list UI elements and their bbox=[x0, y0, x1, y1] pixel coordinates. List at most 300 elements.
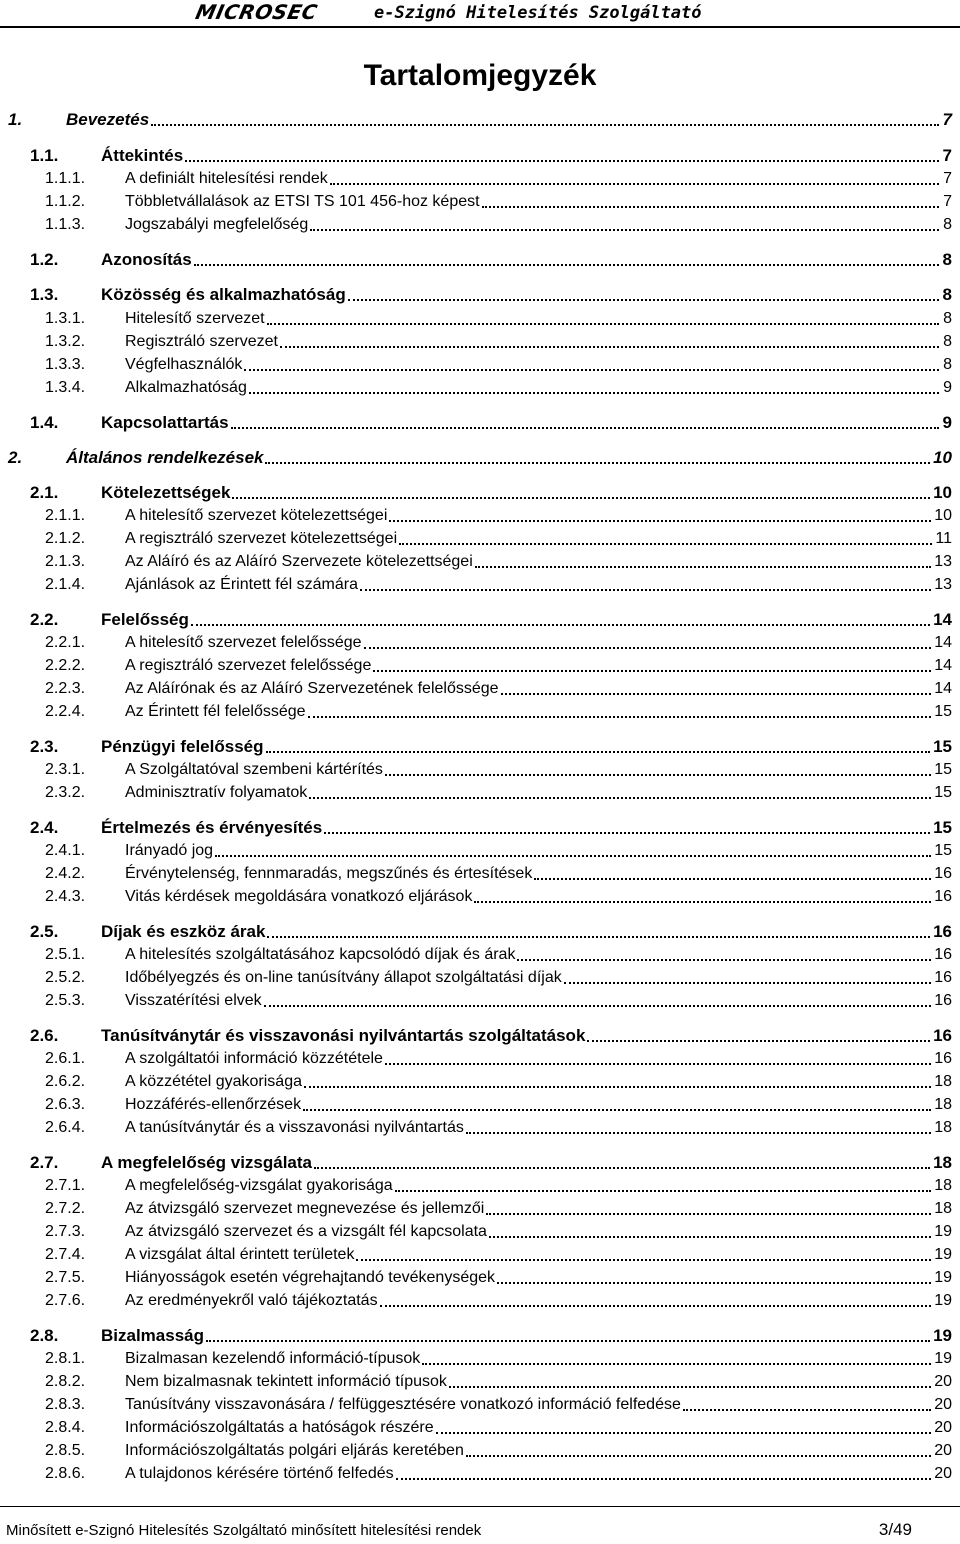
toc-entry-page: 20 bbox=[934, 1373, 952, 1390]
toc-entry-line bbox=[125, 169, 952, 189]
toc-entry-line bbox=[125, 864, 952, 884]
toc-entry-title: Értelmezés és érvényesítés bbox=[101, 818, 323, 837]
toc-dot-leader bbox=[348, 299, 939, 301]
toc-entry-page: 19 bbox=[934, 1350, 952, 1367]
toc-entry-line bbox=[101, 922, 952, 942]
toc-entry-line bbox=[101, 1153, 952, 1173]
toc-entry-page: 19 bbox=[934, 1246, 952, 1263]
toc-entry[interactable] bbox=[0, 144, 960, 166]
toc-entry[interactable] bbox=[0, 1047, 960, 1069]
toc-entry-number: 2.4. bbox=[30, 818, 59, 837]
toc-dot-leader bbox=[310, 229, 939, 231]
toc-entry-page: 20 bbox=[934, 1465, 952, 1482]
toc-entry-number: 2.6.4. bbox=[45, 1119, 86, 1136]
toc-entry-line bbox=[125, 1349, 952, 1369]
toc-dot-leader bbox=[215, 855, 931, 857]
microsec-logo: MICROSEC bbox=[193, 0, 320, 24]
toc-entry[interactable] bbox=[0, 1370, 960, 1392]
toc-dot-leader bbox=[249, 392, 939, 394]
toc-entry-title: A vizsgálat által érintett területek bbox=[125, 1246, 355, 1263]
toc-entry[interactable] bbox=[0, 735, 960, 757]
toc-entry-number: 2.8. bbox=[30, 1326, 59, 1345]
toc-entry-line bbox=[125, 215, 952, 235]
toc-dot-leader bbox=[330, 183, 939, 185]
toc-entry-number: 2.4.2. bbox=[45, 865, 86, 882]
toc-entry-line bbox=[66, 448, 952, 468]
toc-entry-title: A tulajdonos kérésére történő felfedés bbox=[125, 1465, 394, 1482]
toc-entry-title: A definiált hitelesítési rendek bbox=[125, 170, 328, 187]
toc-dot-leader bbox=[501, 693, 932, 695]
toc-dot-leader bbox=[266, 751, 931, 753]
toc-entry-line bbox=[125, 1199, 952, 1219]
toc-entry-number: 2.8.3. bbox=[45, 1396, 86, 1413]
toc-entry[interactable] bbox=[0, 481, 960, 503]
toc-entry-number: 2.7.2. bbox=[45, 1200, 86, 1217]
toc-entry-title: Végfelhasználók bbox=[125, 356, 243, 373]
toc-entry-title: Közösség és alkalmazhatóság bbox=[101, 285, 346, 304]
toc-entry[interactable] bbox=[0, 190, 960, 212]
toc-entry[interactable] bbox=[0, 781, 960, 803]
toc-dot-leader bbox=[422, 1363, 931, 1365]
toc-entry-number: 2.7.5. bbox=[45, 1269, 86, 1286]
toc-entry-page: 16 bbox=[934, 992, 952, 1009]
toc-entry[interactable] bbox=[0, 1393, 960, 1415]
toc-entry-number: 1.3.3. bbox=[45, 356, 86, 373]
toc-entry-page: 16 bbox=[934, 1050, 952, 1067]
toc-entry[interactable] bbox=[0, 758, 960, 780]
toc-entry-line bbox=[125, 1418, 952, 1438]
toc-entry[interactable] bbox=[0, 816, 960, 838]
toc-entry-page: 15 bbox=[934, 703, 952, 720]
toc-entry-number: 2.6. bbox=[30, 1026, 59, 1045]
toc-dot-leader bbox=[466, 1132, 931, 1134]
toc-entry-page: 8 bbox=[942, 285, 952, 304]
toc-entry-title: Az Aláírónak és az Aláíró Szervezetének felelőssége bbox=[125, 680, 499, 697]
toc-entry-title: A regisztráló szervezet kötelezettségei bbox=[125, 530, 398, 547]
toc-entry-page: 15 bbox=[934, 784, 952, 801]
toc-entry[interactable] bbox=[0, 573, 960, 595]
toc-dot-leader bbox=[267, 936, 930, 938]
toc-entry-title: Ajánlások az Érintett fél számára bbox=[125, 576, 358, 593]
toc-entry[interactable] bbox=[0, 1347, 960, 1369]
toc-dot-leader bbox=[244, 369, 939, 371]
toc-entry-line bbox=[125, 575, 952, 595]
footer-document-title: Minősített e-Szignó Hitelesítés Szolgáltató minősített hitelesítési rendek bbox=[6, 1522, 482, 1539]
toc-dot-leader bbox=[314, 1167, 930, 1169]
toc-entry-number: 2.3. bbox=[30, 737, 59, 756]
toc-entry-title: Hiányosságok esetén végrehajtandó tevékenységek bbox=[125, 1269, 496, 1286]
toc-entry-line bbox=[125, 945, 952, 965]
toc-entry-page: 18 bbox=[934, 1177, 952, 1194]
toc-dot-leader bbox=[364, 647, 932, 649]
toc-entry[interactable] bbox=[0, 1266, 960, 1288]
toc-entry-line bbox=[101, 737, 952, 757]
toc-entry-line bbox=[125, 633, 952, 653]
toc-entry-number: 1.1.3. bbox=[45, 216, 86, 233]
footer-divider bbox=[0, 1506, 960, 1507]
toc-entry-line bbox=[125, 679, 952, 699]
toc-entry[interactable] bbox=[0, 248, 960, 270]
toc-entry-page: 14 bbox=[934, 634, 952, 651]
toc-entry-page: 19 bbox=[934, 1269, 952, 1286]
toc-entry[interactable] bbox=[0, 862, 960, 884]
toc-entry-number: 2. bbox=[8, 448, 23, 467]
toc-entry-page: 16 bbox=[934, 865, 952, 882]
toc-entry-line bbox=[125, 841, 952, 861]
toc-entry-line bbox=[66, 110, 952, 130]
toc-entry-page: 20 bbox=[934, 1419, 952, 1436]
toc-dot-leader bbox=[304, 1086, 931, 1088]
toc-entry-line bbox=[125, 378, 952, 398]
toc-entry-line bbox=[101, 285, 952, 305]
toc-entry-title: Érvénytelenség, fennmaradás, megszűnés és értesítések bbox=[125, 865, 533, 882]
toc-entry-line bbox=[125, 1095, 952, 1115]
toc-entry[interactable] bbox=[0, 1416, 960, 1438]
toc-entry-line bbox=[125, 783, 952, 803]
toc-entry[interactable] bbox=[0, 700, 960, 722]
toc-entry-page: 8 bbox=[942, 250, 952, 269]
toc-entry-line bbox=[125, 1222, 952, 1242]
toc-entry-line bbox=[125, 1072, 952, 1092]
toc-entry-line bbox=[125, 506, 952, 526]
toc-entry-number: 2.7.4. bbox=[45, 1246, 86, 1263]
toc-dot-leader bbox=[232, 497, 930, 499]
toc-entry[interactable] bbox=[0, 677, 960, 699]
toc-entry-number: 2.7.6. bbox=[45, 1292, 86, 1309]
toc-entry-line bbox=[125, 991, 952, 1011]
toc-entry-page: 14 bbox=[933, 610, 952, 629]
toc-entry-number: 1.1.2. bbox=[45, 193, 86, 210]
toc-entry-title: A Szolgáltatóval szembeni kártérítés bbox=[125, 761, 383, 778]
toc-dot-leader bbox=[151, 124, 939, 126]
toc-entry-number: 2.6.3. bbox=[45, 1096, 86, 1113]
toc-dot-leader bbox=[324, 832, 930, 834]
toc-entry[interactable] bbox=[0, 550, 960, 572]
toc-entry-number: 2.3.1. bbox=[45, 761, 86, 778]
toc-entry-line bbox=[125, 1441, 952, 1461]
toc-entry-page: 9 bbox=[942, 413, 952, 432]
toc-dot-leader bbox=[475, 566, 931, 568]
toc-entry[interactable] bbox=[0, 504, 960, 526]
toc-entry-title: Bizalmasság bbox=[101, 1326, 204, 1345]
toc-dot-leader bbox=[497, 1282, 931, 1284]
toc-entry-line bbox=[125, 1372, 952, 1392]
toc-entry-title: A hitelesítő szervezet kötelezettségei bbox=[125, 507, 388, 524]
toc-entry-title: A megfelelőség-vizsgálat gyakorisága bbox=[125, 1177, 393, 1194]
toc-entry-page: 18 bbox=[933, 1153, 952, 1172]
toc-entry-page: 16 bbox=[934, 888, 952, 905]
toc-entry-line bbox=[101, 483, 952, 503]
toc-entry-number: 2.5.3. bbox=[45, 992, 86, 1009]
footer-page-number: 3/49 bbox=[878, 1520, 912, 1539]
toc-entry-number: 2.7.1. bbox=[45, 1177, 86, 1194]
toc-entry-number: 2.1. bbox=[30, 483, 59, 502]
toc-entry-number: 2.1.4. bbox=[45, 576, 86, 593]
toc-entry-page: 15 bbox=[933, 818, 952, 837]
toc-entry-title: Kötelezettségek bbox=[101, 483, 231, 502]
toc-entry[interactable] bbox=[0, 1070, 960, 1092]
toc-entry-page: 18 bbox=[934, 1073, 952, 1090]
toc-entry-title: Többletvállalások az ETSI TS 101 456-hoz képest bbox=[125, 193, 480, 210]
toc-entry-number: 2.5.1. bbox=[45, 946, 86, 963]
table-of-contents bbox=[0, 108, 960, 1488]
toc-entry-title: Adminisztratív folyamatok bbox=[125, 784, 308, 801]
toc-entry-number: 2.2.2. bbox=[45, 657, 86, 674]
toc-entry-title: A szolgáltatói információ közzététele bbox=[125, 1050, 383, 1067]
toc-entry-title: Az átvizsgáló szervezet és a vizsgált fél kapcsolata bbox=[125, 1223, 487, 1240]
toc-entry-number: 2.6.2. bbox=[45, 1073, 86, 1090]
toc-entry-title: Vitás kérdések megoldására vonatkozó eljárások bbox=[125, 888, 473, 905]
toc-entry-number: 2.2. bbox=[30, 610, 59, 629]
toc-dot-leader bbox=[264, 1005, 932, 1007]
toc-dot-leader bbox=[231, 427, 939, 429]
toc-entry-page: 10 bbox=[933, 448, 952, 467]
toc-entry-page: 7 bbox=[942, 146, 952, 165]
toc-entry-line bbox=[125, 552, 952, 572]
toc-entry-number: 2.4.1. bbox=[45, 842, 86, 859]
toc-entry-title: Nem bizalmasnak tekintett információ típusok bbox=[125, 1373, 447, 1390]
toc-entry-line bbox=[125, 529, 952, 549]
toc-entry-number: 2.5. bbox=[30, 922, 59, 941]
toc-entry-page: 19 bbox=[933, 1326, 952, 1345]
toc-entry-title: Díjak és eszköz árak bbox=[101, 922, 266, 941]
toc-entry[interactable] bbox=[0, 1116, 960, 1138]
toc-dot-leader bbox=[380, 1305, 932, 1307]
toc-entry[interactable] bbox=[0, 1289, 960, 1311]
toc-entry-line bbox=[101, 146, 952, 166]
toc-entry-page: 16 bbox=[933, 1026, 952, 1045]
toc-entry[interactable] bbox=[0, 283, 960, 305]
toc-entry-number: 2.8.5. bbox=[45, 1442, 86, 1459]
toc-dot-leader bbox=[309, 797, 931, 799]
toc-dot-leader bbox=[474, 901, 931, 903]
toc-entry-title: Az Aláíró és az Aláíró Szervezete kötelezettségei bbox=[125, 553, 473, 570]
toc-entry[interactable] bbox=[0, 1197, 960, 1219]
toc-entry-number: 1.2. bbox=[30, 250, 59, 269]
toc-entry-page: 20 bbox=[934, 1442, 952, 1459]
toc-entry[interactable] bbox=[0, 1439, 960, 1461]
toc-entry-line bbox=[101, 610, 952, 630]
toc-entry-title: Áttekintés bbox=[101, 146, 184, 165]
toc-entry-number: 2.5.2. bbox=[45, 969, 86, 986]
toc-entry-title: Pénzügyi felelősség bbox=[101, 737, 264, 756]
toc-entry[interactable] bbox=[0, 1324, 960, 1346]
toc-entry[interactable] bbox=[0, 330, 960, 352]
toc-entry[interactable] bbox=[0, 839, 960, 861]
toc-dot-leader bbox=[482, 206, 939, 208]
toc-entry-number: 1. bbox=[8, 110, 23, 129]
toc-entry[interactable] bbox=[0, 527, 960, 549]
toc-entry-title: A közzététel gyakorisága bbox=[125, 1073, 302, 1090]
toc-dot-leader bbox=[564, 982, 931, 984]
toc-entry[interactable] bbox=[0, 108, 960, 130]
toc-entry-title: Irányadó jog bbox=[125, 842, 214, 859]
toc-entry-page: 15 bbox=[933, 737, 952, 756]
toc-entry[interactable] bbox=[0, 353, 960, 375]
toc-dot-leader bbox=[385, 774, 931, 776]
toc-entry-page: 9 bbox=[943, 379, 952, 396]
toc-entry-title: A hitelesítő szervezet felelőssége bbox=[125, 634, 362, 651]
toc-entry[interactable] bbox=[0, 1462, 960, 1484]
toc-entry[interactable] bbox=[0, 989, 960, 1011]
toc-entry-line bbox=[125, 355, 952, 375]
toc-entry-number: 2.6.1. bbox=[45, 1050, 86, 1067]
toc-dot-leader bbox=[399, 543, 932, 545]
toc-entry-number: 1.4. bbox=[30, 413, 59, 432]
toc-entry-title: Kapcsolattartás bbox=[101, 413, 229, 432]
toc-entry-line bbox=[125, 1291, 952, 1311]
toc-dot-leader bbox=[683, 1409, 931, 1411]
toc-entry-number: 1.1.1. bbox=[45, 170, 86, 187]
toc-entry-number: 1.3. bbox=[30, 285, 59, 304]
toc-dot-leader bbox=[436, 1432, 932, 1434]
toc-entry-line bbox=[125, 1176, 952, 1196]
toc-dot-leader bbox=[194, 264, 939, 266]
toc-entry-line bbox=[125, 309, 952, 329]
toc-entry-page: 11 bbox=[935, 530, 952, 547]
toc-dot-leader bbox=[280, 346, 939, 348]
toc-entry[interactable] bbox=[0, 213, 960, 235]
toc-entry[interactable] bbox=[0, 307, 960, 329]
header-brand-name: e-Szignó Hitelesítés Szolgáltató bbox=[374, 3, 702, 23]
toc-entry[interactable] bbox=[0, 1151, 960, 1173]
toc-entry-line bbox=[125, 332, 952, 352]
toc-entry-number: 2.2.3. bbox=[45, 680, 86, 697]
toc-entry[interactable] bbox=[0, 376, 960, 398]
toc-dot-leader bbox=[489, 1236, 931, 1238]
toc-dot-leader bbox=[486, 1213, 931, 1215]
toc-entry-line bbox=[125, 192, 952, 212]
toc-entry-title: Bevezetés bbox=[66, 110, 150, 129]
toc-dot-leader bbox=[267, 323, 939, 325]
toc-entry-line bbox=[125, 760, 952, 780]
toc-entry-page: 8 bbox=[943, 356, 952, 373]
toc-entry-line bbox=[125, 702, 952, 722]
toc-entry[interactable] bbox=[0, 1024, 960, 1046]
toc-entry-page: 10 bbox=[934, 507, 952, 524]
toc-entry-title: Hitelesítő szervezet bbox=[125, 310, 265, 327]
toc-entry-page: 8 bbox=[943, 310, 952, 327]
toc-entry-page: 8 bbox=[943, 333, 952, 350]
toc-entry-line bbox=[125, 1464, 952, 1484]
toc-entry[interactable] bbox=[0, 167, 960, 189]
toc-entry-title: Visszatérítési elvek bbox=[125, 992, 262, 1009]
toc-entry-number: 2.8.1. bbox=[45, 1350, 86, 1367]
toc-dot-leader bbox=[396, 1478, 932, 1480]
toc-entry-page: 19 bbox=[934, 1223, 952, 1240]
toc-entry-title: Általános rendelkezések bbox=[66, 448, 264, 467]
toc-entry-line bbox=[125, 1395, 952, 1415]
toc-entry-number: 1.1. bbox=[30, 146, 59, 165]
toc-entry[interactable] bbox=[0, 654, 960, 676]
toc-entry-number: 2.7. bbox=[30, 1153, 59, 1172]
page-title: Tartalomjegyzék bbox=[363, 59, 597, 92]
toc-entry-title: Alkalmazhatóság bbox=[125, 379, 247, 396]
toc-entry[interactable] bbox=[0, 1174, 960, 1196]
toc-entry[interactable] bbox=[0, 631, 960, 653]
toc-entry-page: 18 bbox=[934, 1200, 952, 1217]
toc-entry-page: 8 bbox=[943, 216, 952, 233]
toc-dot-leader bbox=[373, 670, 931, 672]
toc-entry-number: 2.1.3. bbox=[45, 553, 86, 570]
toc-entry-title: Az Érintett fél felelőssége bbox=[125, 703, 306, 720]
toc-entry[interactable] bbox=[0, 966, 960, 988]
toc-entry[interactable] bbox=[0, 446, 960, 468]
toc-dot-leader bbox=[395, 1190, 932, 1192]
toc-entry-number: 1.3.1. bbox=[45, 310, 86, 327]
toc-dot-leader bbox=[360, 589, 931, 591]
toc-entry[interactable] bbox=[0, 1243, 960, 1265]
toc-entry-page: 16 bbox=[934, 969, 952, 986]
toc-entry-number: 2.8.2. bbox=[45, 1373, 86, 1390]
toc-dot-leader bbox=[587, 1040, 930, 1042]
toc-dot-leader bbox=[466, 1455, 931, 1457]
toc-dot-leader bbox=[449, 1386, 931, 1388]
header-divider bbox=[0, 26, 960, 28]
toc-entry-title: Az eredményekről való tájékoztatás bbox=[125, 1292, 378, 1309]
toc-entry[interactable] bbox=[0, 920, 960, 942]
toc-entry-title: Információszolgáltatás polgári eljárás keretében bbox=[125, 1442, 464, 1459]
toc-entry-title: Regisztráló szervezet bbox=[125, 333, 278, 350]
toc-entry[interactable] bbox=[0, 885, 960, 907]
toc-dot-leader bbox=[389, 520, 931, 522]
toc-entry-line bbox=[101, 1326, 952, 1346]
toc-entry-line bbox=[125, 1118, 952, 1138]
toc-entry-number: 2.2.1. bbox=[45, 634, 86, 651]
toc-entry-page: 20 bbox=[934, 1396, 952, 1413]
toc-entry-page: 7 bbox=[943, 193, 952, 210]
toc-entry-page: 19 bbox=[934, 1292, 952, 1309]
toc-entry-number: 1.3.4. bbox=[45, 379, 86, 396]
toc-entry[interactable] bbox=[0, 1220, 960, 1242]
toc-entry-title: A megfelelőség vizsgálata bbox=[101, 1153, 313, 1172]
toc-entry-title: Hozzáférés-ellenőrzések bbox=[125, 1096, 302, 1113]
toc-entry-page: 7 bbox=[942, 110, 952, 129]
toc-entry-title: Azonosítás bbox=[101, 250, 192, 269]
toc-entry-number: 2.1.1. bbox=[45, 507, 86, 524]
toc-entry-page: 18 bbox=[934, 1119, 952, 1136]
toc-entry-title: Jogszabályi megfelelőség bbox=[125, 216, 309, 233]
toc-entry-title: Felelősség bbox=[101, 610, 189, 629]
toc-entry-line bbox=[125, 1268, 952, 1288]
toc-entry-title: A tanúsítványtár és a visszavonási nyilvántartás bbox=[125, 1119, 464, 1136]
toc-dot-leader bbox=[206, 1340, 930, 1342]
toc-entry-page: 15 bbox=[934, 761, 952, 778]
toc-entry[interactable] bbox=[0, 608, 960, 630]
toc-entry-title: A regisztráló szervezet felelőssége bbox=[125, 657, 372, 674]
toc-dot-leader bbox=[534, 878, 931, 880]
toc-entry-title: Bizalmasan kezelendő információ-típusok bbox=[125, 1350, 421, 1367]
toc-entry-line bbox=[125, 1245, 952, 1265]
toc-entry[interactable] bbox=[0, 1093, 960, 1115]
toc-entry-title: A hitelesítés szolgáltatásához kapcsolódó díjak és árak bbox=[125, 946, 516, 963]
toc-entry-page: 16 bbox=[933, 922, 952, 941]
toc-entry-page: 13 bbox=[934, 553, 952, 570]
toc-dot-leader bbox=[517, 959, 931, 961]
toc-entry-number: 2.8.4. bbox=[45, 1419, 86, 1436]
toc-entry[interactable] bbox=[0, 411, 960, 433]
page-header bbox=[0, 0, 960, 26]
toc-entry-number: 2.8.6. bbox=[45, 1465, 86, 1482]
toc-dot-leader bbox=[385, 1063, 931, 1065]
toc-entry-line bbox=[101, 250, 952, 270]
toc-entry-line bbox=[125, 968, 952, 988]
toc-entry-number: 1.3.2. bbox=[45, 333, 86, 350]
toc-entry[interactable] bbox=[0, 943, 960, 965]
toc-entry-line bbox=[101, 1026, 952, 1046]
toc-entry-number: 2.7.3. bbox=[45, 1223, 86, 1240]
toc-entry-line bbox=[125, 887, 952, 907]
